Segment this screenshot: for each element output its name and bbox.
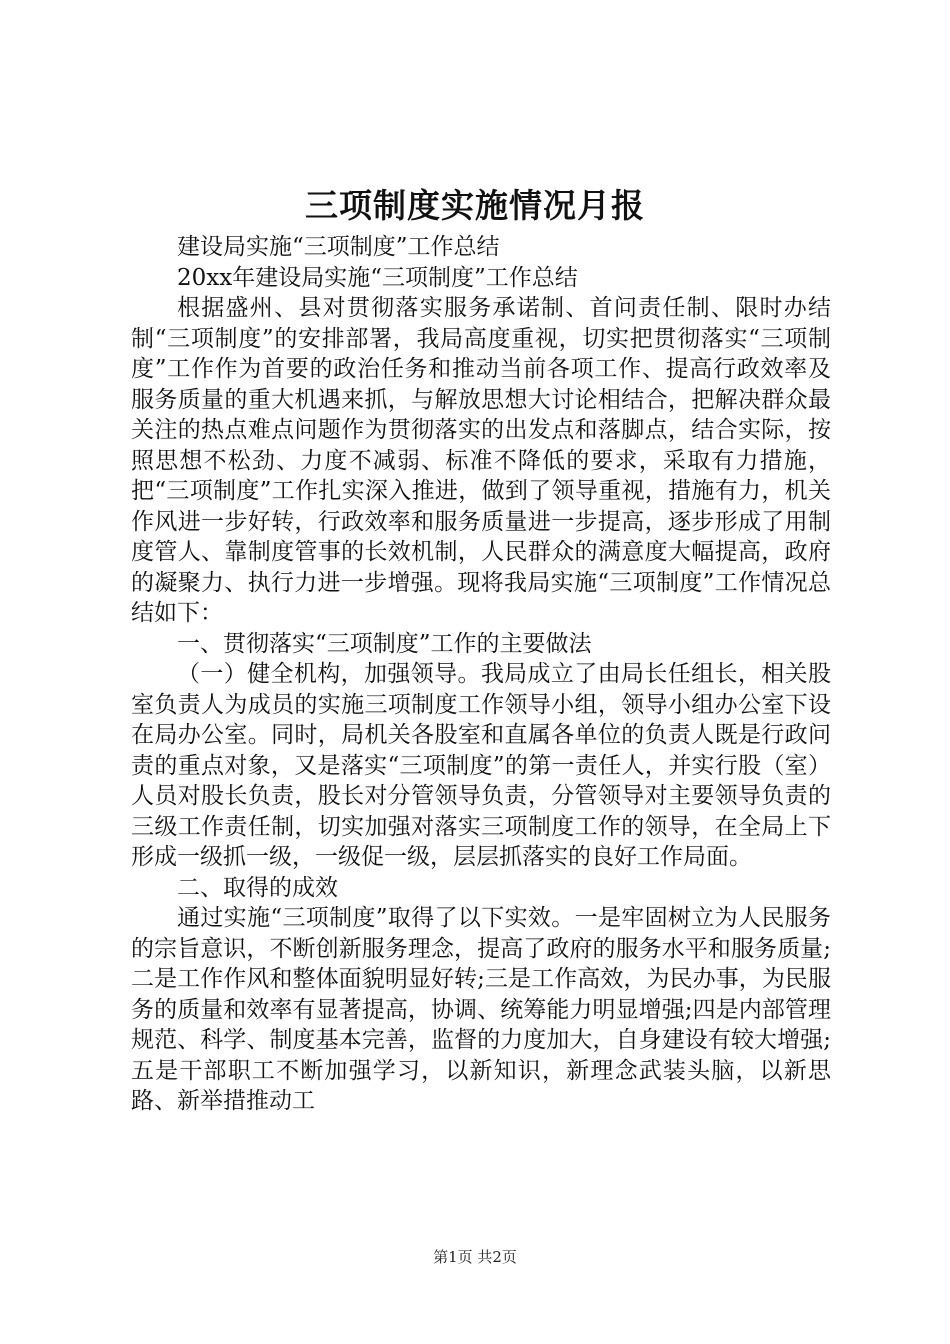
paragraph: 根据盛州、县对贯彻落实服务承诺制、首问责任制、限时办结制“三项制度”的安排部署，我局高度重视，切实把贯彻落实“三项制度”工作作为首要的政治任务和推动当前各项工作、提高行政效率及服务质量的重大机遇来抓，与解放思想大讨论相结合，把解决群众最关注的热点难点问题作为贯彻落实的出发点和落脚点，结合实际，按照思想不松劲、力度不减弱、标准不降低的要求，采取有力措施，把“三项制度”工作扎实深入推进，做到了领导重视，措施有力，机关作风进一步好转，行政效率和服务质量进一步提高，逐步形成了用制度管人、靠制度管事的长效机制，人民群众的满意度大幅提高，政府的凝聚力、执行力进一步增强。现将我局实施“三项制度”工作情况总结如下： [131,295,831,626]
paragraph: （一）健全机构，加强领导。我局成立了由局长任组长，相关股室负责人为成员的实施三项制度工作领导小组，领导小组办公室下设在局办公室。同时，局机关各股室和直属各单位的负责人既是行政问责的重点对象，又是落实“三项制度”的第一责任人，并实行股（室）人员对股长负责，股长对分管领导负责，分管领导对主要领导负责的三级工作责任制，切实加强对落实三项制度工作的领导，在全局上下形成一级抓一级，一级促一级，层层抓落实的良好工作局面。 [131,661,831,870]
section-heading: 二、取得的成效 [177,874,338,901]
section-heading: 一、贯彻落实“三项制度”工作的主要做法 [177,630,592,657]
document-body [131,232,831,1117]
page-number-footer: 第1页 共2页 [433,1248,517,1266]
paragraph: 建设局实施“三项制度”工作总结 [177,234,500,260]
document-title: 三项制度实施情况月报 [305,186,645,225]
paragraph: 20xx年建设局实施“三项制度”工作总结 [177,264,578,291]
paragraph: 通过实施“三项制度”取得了以下实效。一是牢固树立为人民服务的宗旨意识，不断创新服务理念，提高了政府的服务水平和服务质量;二是工作作风和整体面貌明显好转;三是工作高效，为民办事，为民服务的质量和效率有显著提高，协调、统筹能力明显增强;四是内部管理规范、科学、制度基本完善，监督的力度加大，自身建设有较大增强;五是干部职工不断加强学习，以新知识，新理念武装头脑，以新思路、新举措推动工 [131,905,831,1114]
